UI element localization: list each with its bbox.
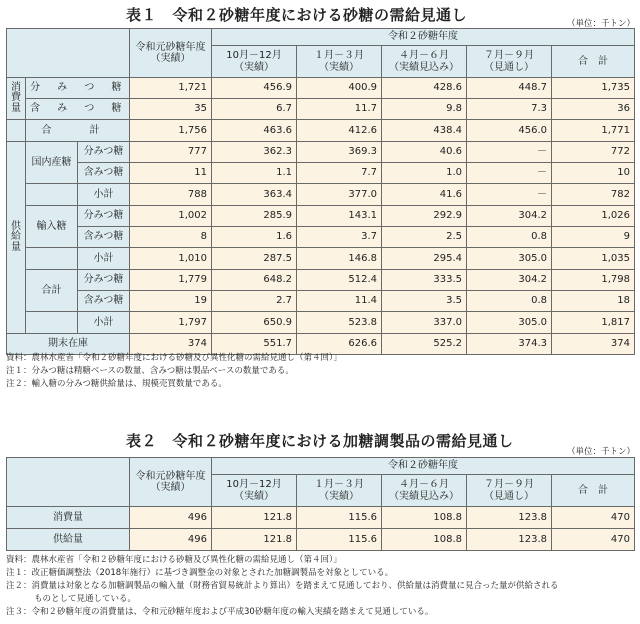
table-cell: 456.9: [212, 78, 297, 99]
header-r1: 令和元砂糖年度 （実績）: [130, 29, 212, 78]
note-line: 注２：消費量は対象となる加糖調製品の輸入量（財務省貿易統計より算出）を踏まえて見通しており、供給量は消費量に見合った量が供給される: [6, 581, 559, 591]
table-cell: 333.5: [382, 270, 467, 291]
table-cell: 115.6: [297, 529, 382, 551]
table-cell: －: [467, 184, 552, 206]
table-cell: 512.4: [297, 270, 382, 291]
table-cell: 2.5: [382, 227, 467, 248]
supply-row-name: 小計: [78, 248, 130, 270]
supply-row-name: 小計: [78, 184, 130, 206]
table-cell: 123.8: [467, 507, 552, 529]
table-cell: 115.6: [297, 507, 382, 529]
note-line: 注２：輸入糖の分みつ糖供給量は、規模売買数量である。: [6, 379, 227, 389]
table-cell: 35: [130, 99, 212, 120]
table-cell: 304.2: [467, 270, 552, 291]
header-q2: １月－３月 （実績）: [297, 46, 382, 78]
table-cell: 523.8: [297, 312, 382, 334]
table-cell: 18: [552, 291, 635, 312]
sugar-supply-demand-table: [6, 28, 635, 355]
header-r2-group: 令和２砂糖年度: [212, 29, 635, 46]
table-cell: 1,721: [130, 78, 212, 99]
header-q3: ４月－６月 （実績見込み）: [382, 475, 467, 507]
table-cell: 374: [130, 334, 212, 355]
table-cell: 626.6: [297, 334, 382, 355]
header-q3: ４月－６月 （実績見込み）: [382, 46, 467, 78]
table-cell: 1.6: [212, 227, 297, 248]
table-cell: 1,779: [130, 270, 212, 291]
t2-row-name: 消費量: [7, 507, 130, 529]
table-cell: 782: [552, 184, 635, 206]
table-cell: 108.8: [382, 529, 467, 551]
table-cell: 369.3: [297, 142, 382, 163]
table-cell: 40.6: [382, 142, 467, 163]
note-line: ものとして見通している。: [34, 594, 137, 604]
table-cell: 456.0: [467, 120, 552, 142]
header-q1: 10月－12月 （実績）: [212, 46, 297, 78]
header-q1: 10月－12月 （実績）: [212, 475, 297, 507]
table-cell: 496: [130, 507, 212, 529]
table-cell: 305.0: [467, 312, 552, 334]
table-cell: 146.8: [297, 248, 382, 270]
table-cell: 287.5: [212, 248, 297, 270]
supply-group-name: 国内産糖: [26, 142, 78, 184]
table-cell: 1,002: [130, 206, 212, 227]
table-cell: 2.7: [212, 291, 297, 312]
note-line: 注１：分みつ糖は精糖ベースの数量、含みつ糖は製品ベースの数量である。: [6, 366, 294, 376]
table-cell: 363.4: [212, 184, 297, 206]
consume-label: 消 費 量: [7, 78, 26, 120]
table-cell: 1,771: [552, 120, 635, 142]
table-cell: 648.2: [212, 270, 297, 291]
table-cell: 292.9: [382, 206, 467, 227]
table-cell: 108.8: [382, 507, 467, 529]
table-cell: 1,010: [130, 248, 212, 270]
table-cell: 285.9: [212, 206, 297, 227]
table-cell: 650.9: [212, 312, 297, 334]
table-cell: 11.4: [297, 291, 382, 312]
sweetened-preparations-table: [6, 457, 635, 551]
table-cell: 1,035: [552, 248, 635, 270]
table-cell: 19: [130, 291, 212, 312]
table-cell: 1.0: [382, 163, 467, 184]
table-cell: 470: [552, 507, 635, 529]
header-total: 合 計: [552, 46, 635, 78]
table-cell: 3.5: [382, 291, 467, 312]
table-cell: 0.8: [467, 291, 552, 312]
supply-group-name: 合計: [26, 270, 78, 312]
t2-row-name: 供給量: [7, 529, 130, 551]
table-cell: 374.3: [467, 334, 552, 355]
table-cell: 0.8: [467, 227, 552, 248]
table-cell: 470: [552, 529, 635, 551]
supply-group-blank: [26, 312, 78, 334]
header-r1: 令和元砂糖年度 （実績）: [130, 458, 212, 507]
table-cell: 11: [130, 163, 212, 184]
table-cell: 9: [552, 227, 635, 248]
supply-row-name: 含みつ糖: [78, 291, 130, 312]
header-total: 合 計: [552, 475, 635, 507]
table-cell: 41.6: [382, 184, 467, 206]
table-cell: －: [467, 163, 552, 184]
table-cell: 295.4: [382, 248, 467, 270]
table-cell: 412.6: [297, 120, 382, 142]
table1-unit: （単位：千トン）: [567, 19, 636, 29]
table-cell: 9.8: [382, 99, 467, 120]
table-cell: 400.9: [297, 78, 382, 99]
supply-row-name: 分みつ糖: [78, 142, 130, 163]
table-cell: 1,756: [130, 120, 212, 142]
table-cell: 36: [552, 99, 635, 120]
table-cell: 1,798: [552, 270, 635, 291]
table-cell: 496: [130, 529, 212, 551]
header-blank: [7, 458, 130, 507]
header-q4: ７月－９月 （見通し）: [467, 46, 552, 78]
supply-group-name: 輸入糖: [26, 206, 78, 248]
table-cell: 1,817: [552, 312, 635, 334]
consume-total-blank: [7, 120, 26, 142]
note-line: 資料：農林水産省「令和２砂糖年度における砂糖及び異性化糖の需給見通し（第４回）」: [6, 353, 342, 363]
table-cell: 1,735: [552, 78, 635, 99]
supply-row-name: 分みつ糖: [78, 206, 130, 227]
table-cell: 448.7: [467, 78, 552, 99]
table-cell: 362.3: [212, 142, 297, 163]
table-cell: 337.0: [382, 312, 467, 334]
table-cell: 6.7: [212, 99, 297, 120]
table1-notes: [6, 352, 342, 391]
table-cell: 10: [552, 163, 635, 184]
supply-group-blank: [26, 248, 78, 270]
table-cell: 1,026: [552, 206, 635, 227]
note-line: 注１：改正糖価調整法（2018年施行）に基づき調整金の対象とされた加糖調製品を対象としている。: [6, 568, 394, 578]
table-cell: 551.7: [212, 334, 297, 355]
table2-title: 表２ 令和２砂糖年度における加糖調製品の需給見通し: [126, 432, 514, 450]
table-cell: 1,797: [130, 312, 212, 334]
table-cell: 525.2: [382, 334, 467, 355]
table2-notes: [6, 554, 559, 619]
note-line: 注３：令和２砂糖年度の消費量は、令和元砂糖年度および平成30砂糖年度の輸入実績を踏まえて見通している。: [6, 607, 434, 617]
table-cell: 123.8: [467, 529, 552, 551]
supply-row-name: 小計: [78, 312, 130, 334]
table2-unit: （単位：千トン）: [567, 447, 636, 457]
table-cell: 777: [130, 142, 212, 163]
table-cell: 121.8: [212, 529, 297, 551]
table-cell: 1.1: [212, 163, 297, 184]
table-cell: 772: [552, 142, 635, 163]
supply-group-blank: [26, 184, 78, 206]
table-cell: 305.0: [467, 248, 552, 270]
supply-row-name: 含みつ糖: [78, 227, 130, 248]
table-cell: 7.3: [467, 99, 552, 120]
stock-row-name: 期末在庫: [7, 334, 130, 355]
consume-row-name: 合 計: [26, 120, 130, 142]
table-cell: 143.1: [297, 206, 382, 227]
consume-row-name: 分 み つ 糖: [26, 78, 130, 99]
note-line: 資料：農林水産省「令和２砂糖年度における砂糖及び異性化糖の需給見通し（第４回）」: [6, 555, 342, 565]
table-cell: 374: [552, 334, 635, 355]
header-q4: ７月－９月 （見通し）: [467, 475, 552, 507]
header-blank: [7, 29, 130, 78]
supply-label: 供 給 量: [7, 142, 26, 334]
table-cell: 121.8: [212, 507, 297, 529]
table-cell: 8: [130, 227, 212, 248]
table-cell: 7.7: [297, 163, 382, 184]
table-cell: 11.7: [297, 99, 382, 120]
table-cell: 438.4: [382, 120, 467, 142]
supply-row-name: 分みつ糖: [78, 270, 130, 291]
header-r2-group: 令和２砂糖年度: [212, 458, 635, 475]
table-cell: 788: [130, 184, 212, 206]
table-cell: 304.2: [467, 206, 552, 227]
consume-row-name: 含 み つ 糖: [26, 99, 130, 120]
header-q2: １月－３月 （実績）: [297, 475, 382, 507]
table-cell: 377.0: [297, 184, 382, 206]
table-cell: 463.6: [212, 120, 297, 142]
supply-row-name: 含みつ糖: [78, 163, 130, 184]
table1-title: 表１ 令和２砂糖年度における砂糖の需給見通し: [126, 6, 468, 24]
table-cell: 428.6: [382, 78, 467, 99]
table-cell: －: [467, 142, 552, 163]
table-cell: 3.7: [297, 227, 382, 248]
